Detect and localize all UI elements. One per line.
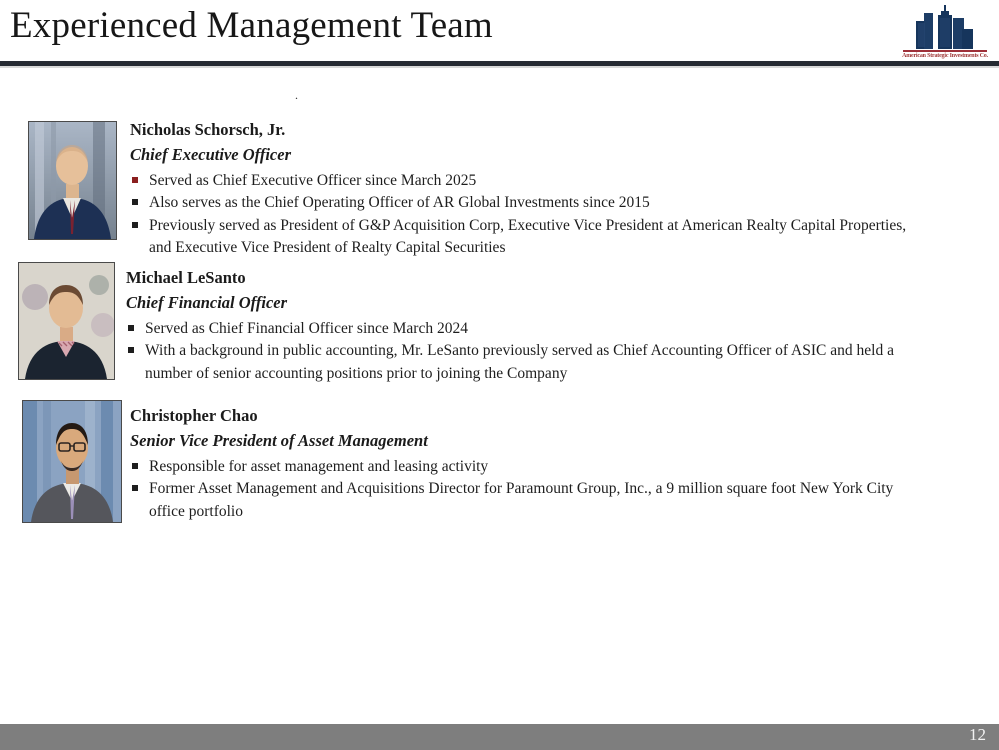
page-title: Experienced Management Team xyxy=(10,5,493,46)
person-name: Christopher Chao xyxy=(130,406,258,425)
page-number: 12 xyxy=(969,725,986,744)
square-bullet-icon xyxy=(128,325,134,331)
bio-bullet xyxy=(130,215,930,260)
person-name: Michael LeSanto xyxy=(126,268,246,287)
square-bullet-icon xyxy=(132,485,138,491)
title-underline xyxy=(0,61,999,68)
footer-bar xyxy=(0,724,999,750)
headshot-photo xyxy=(28,121,117,240)
bio-bullet-text: Also serves as the Chief Operating Officer of AR Global Investments since 2015 xyxy=(149,194,650,212)
bio-bullet xyxy=(130,170,930,192)
stray-period-mark: . xyxy=(295,88,298,102)
bio-bullet-text: With a background in public accounting, Mr. LeSanto previously served as Chief Accounting Officer of ASIC and held a number of senior accounting positions prior to joining the Company xyxy=(145,342,894,382)
bio-bullet-list xyxy=(130,170,930,259)
square-bullet-icon xyxy=(132,177,138,183)
person-role: Chief Financial Officer xyxy=(126,293,288,312)
bio-bullet xyxy=(126,340,906,385)
person-role: Senior Vice President of Asset Management xyxy=(130,431,428,450)
person-role: Chief Executive Officer xyxy=(130,145,291,164)
company-logo xyxy=(900,5,990,59)
square-bullet-icon xyxy=(132,199,138,205)
bio-bullet-text: Served as Chief Financial Officer since March 2024 xyxy=(145,320,468,337)
city-skyline-icon xyxy=(900,5,990,49)
bio-bullet xyxy=(130,192,930,214)
bio-bullet xyxy=(126,318,906,340)
bio-bullet-text: Former Asset Management and Acquisitions Director for Paramount Group, Inc., a 9 million square foot New York City office portfolio xyxy=(149,480,894,520)
bio-bullet-text: Served as Chief Executive Officer since March 2025 xyxy=(149,172,477,189)
bio-bullet-list xyxy=(126,318,906,385)
square-bullet-icon xyxy=(132,222,138,228)
bio-bullet-text: Previously served as President of G&P Acquisition Corp, Executive Vice President at American Realty Capital Properties, and Executive Vice President of Realty Capital Securities xyxy=(149,216,907,256)
person-name: Nicholas Schorsch, Jr. xyxy=(130,120,286,139)
square-bullet-icon xyxy=(132,463,138,469)
bio-bullet xyxy=(130,478,910,523)
headshot-photo xyxy=(18,262,115,380)
headshot-photo xyxy=(22,400,122,523)
bio-bullet-text: Responsible for asset management and leasing activity xyxy=(149,458,489,475)
logo-underline xyxy=(903,50,987,52)
square-bullet-icon xyxy=(128,347,134,353)
logo-company-name: American Strategic Investments Co. xyxy=(902,53,988,59)
bio-bullet-list xyxy=(130,456,910,523)
bio-bullet xyxy=(130,456,910,478)
